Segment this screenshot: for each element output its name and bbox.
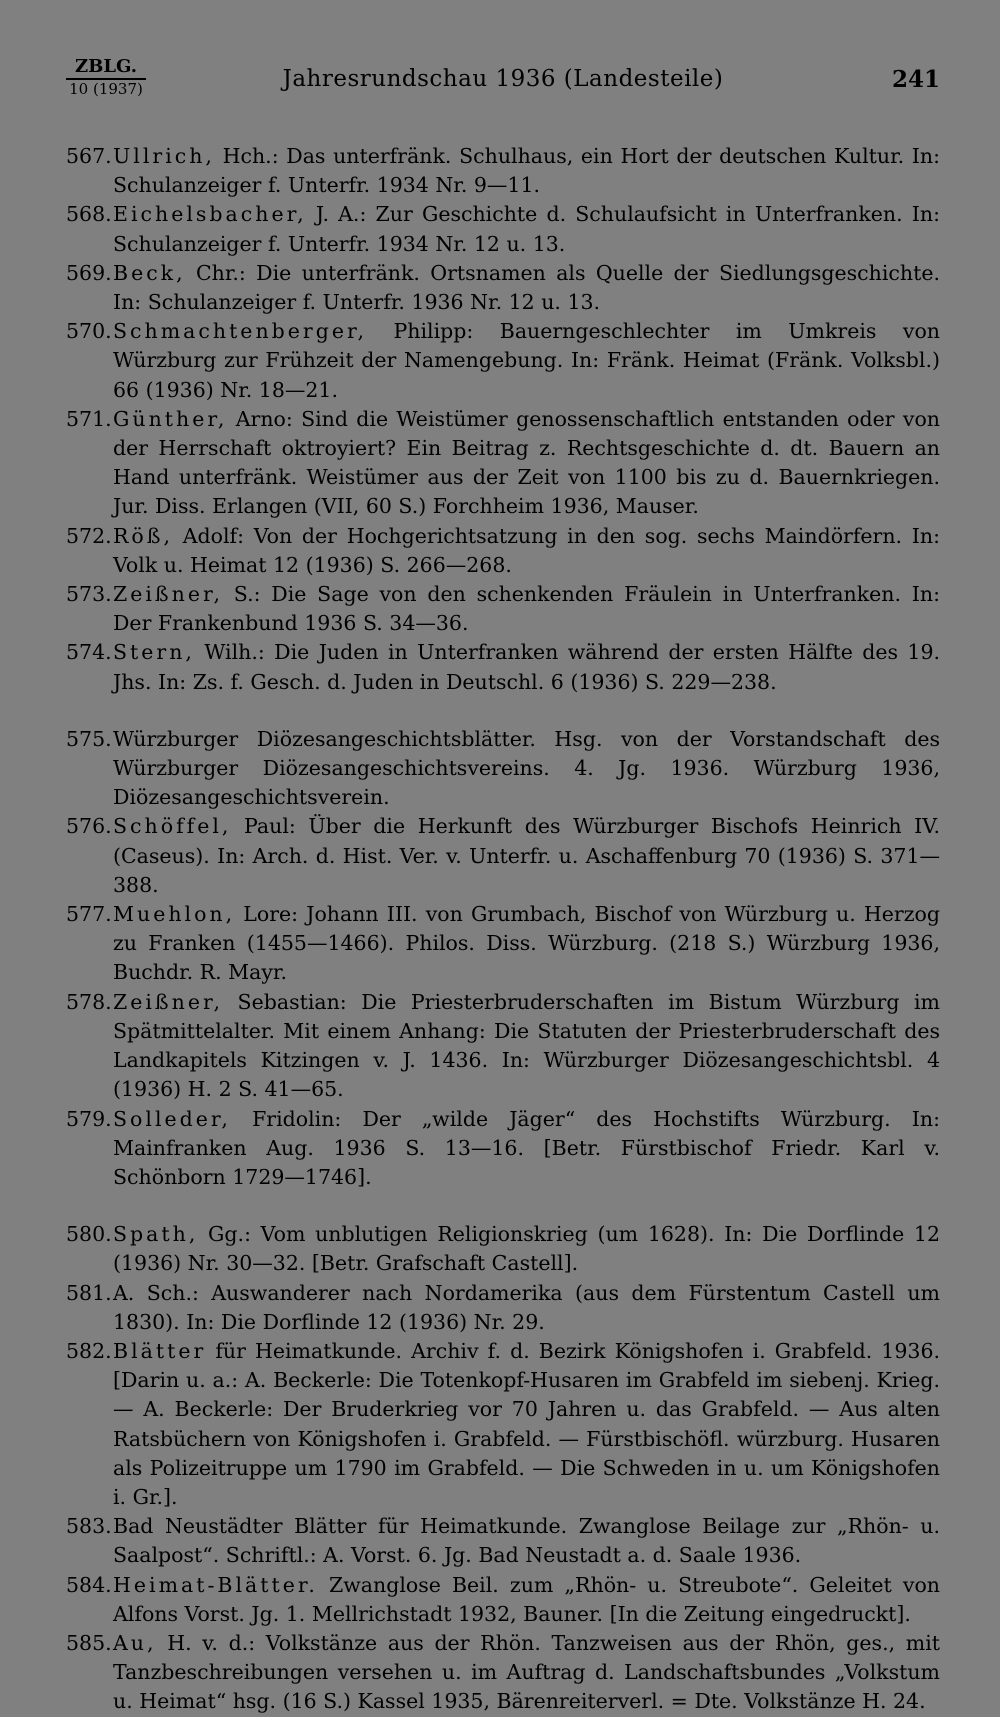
bibliography-entry [66,725,940,813]
bibliography-entry [66,142,940,200]
entry-number: 581. [66,1280,112,1305]
bibliography-entry [66,259,940,317]
entry-author: Zeißner, [113,989,224,1014]
entry-number: 573. [66,582,112,607]
entry-text: Würzburger Diözesangeschichtsblätter. Hsg. von der Vorstandschaft des Würzburger Diözesangeschichtsvereins. 4. Jg. 1936. Würzburg 1936, Diözesangeschichtsverein. [113,726,940,810]
entry-text: S.: Die Sage von den schenkenden Fräulein in Unterfranken. In: Der Frankenbund 1936 S. 34—36. [113,582,940,636]
entry-author: Au, [113,1630,157,1655]
entry-number: 568. [66,202,112,227]
entry-number: 582. [66,1338,112,1363]
bibliography-list [66,142,940,1717]
bibliography-entry [66,1571,940,1629]
bibliography-entry [66,638,940,696]
entry-number: 578. [66,989,112,1014]
bibliography-entry [66,1220,940,1278]
entry-number: 571. [66,406,112,431]
entry-text: Sebastian: Die Priesterbruderschaften im Bistum Würzburg im Spätmittelalter. Mit einem Anhang: Die Statuten der Priesterbruderschaft des Landkapitels Kitzingen v. J. 1436. In: Würzburger Diözesangeschichtsbl. 4 (1936) H. 2 S. 41—65. [113,989,940,1102]
page-header [66,58,940,104]
entry-author: Spath, [113,1222,199,1247]
bibliography-entry [66,1337,940,1512]
entry-author: Heimat-Blätter. [113,1572,318,1597]
entry-author: Schöffel, [113,814,232,839]
entry-text: J. A.: Zur Geschichte d. Schulaufsicht in Unterfranken. In: Schulanzeiger f. Unterfr. 1934 Nr. 12 u. 13. [113,202,940,256]
bibliography-entry [66,580,940,638]
entry-author: Röß, [113,523,173,548]
entry-author: Zeißner, [113,582,224,607]
entry-text: Paul: Über die Herkunft des Würzburger Bischofs Heinrich IV. (Caseus). In: Arch. d. Hist. Ver. v. Unterfr. u. Aschaffenburg 70 (1936) S. 371—388. [113,814,940,897]
running-title: Jahresrundschau 1936 (Landesteile) [282,66,724,92]
entry-text: Lore: Johann III. von Grumbach, Bischof von Würzburg u. Herzog zu Franken (1455—1466). Philos. Diss. Würzburg. (218 S.) Würzburg 1936, Buchdr. R. Mayr. [113,902,940,985]
entry-number: 574. [66,640,112,665]
entry-author: Eichelsbacher, [113,202,307,227]
entry-number: 583. [66,1514,112,1539]
entry-number: 584. [66,1572,112,1597]
entry-number: 580. [66,1222,112,1247]
journal-abbreviation: ZBLG. [66,58,146,80]
entry-author: Blätter [113,1338,207,1363]
entry-text: Bad Neustädter Blätter für Heimatkunde. Zwanglose Beilage zur „Rhön- u. Saalpost“. Schriftl.: A. Vorst. 6. Jg. Bad Neustadt a. d. Saale 1936. [113,1514,940,1568]
entry-number: 572. [66,523,112,548]
bibliography-entry [66,900,940,988]
bibliography-entry [66,200,940,258]
bibliography-entry [66,405,940,522]
entry-author: Ullrich, [113,144,215,168]
entry-text: Gg.: Vom unblutigen Religionskrieg (um 1628). In: Die Dorflinde 12 (1936) Nr. 30—32. [Betr. Grafschaft Castell]. [113,1222,940,1276]
entry-author: Muehlon, [113,902,236,927]
entry-number: 575. [66,726,112,751]
bibliography-entry [66,1629,940,1717]
entry-number: 570. [66,319,112,344]
journal-issue: 10 (1937) [69,80,143,98]
entry-number: 585. [66,1630,112,1655]
entry-author: Stern, [113,640,195,665]
entry-number: 569. [66,260,112,285]
entry-author: Beck, [113,260,186,285]
entry-text: Zwanglose Beil. zum „Rhön- u. Streubote“. Geleitet von Alfons Vorst. Jg. 1. Mellrichstadt 1932, Bauner. [In die Zeitung eingedruckt]. [113,1572,940,1626]
entry-author: Solleder, [113,1106,231,1131]
bibliography-entry [66,988,940,1105]
entry-author: Schmachtenberger, [113,319,368,344]
entry-text: Arno: Sind die Weistümer genossenschaftlich entstanden oder von der Herrschaft oktroyiert? Ein Beitrag z. Rechtsgeschichte d. dt. Bauern an Hand unterfränk. Weistümer aus der Zeit von 1100 bis zu d. Bauernkriegen. Jur. Diss. Erlangen (VII, 60 S.) Forchheim 1936, Mauser. [113,406,940,519]
entry-text: Hch.: Das unterfränk. Schulhaus, ein Hort der deutschen Kultur. In: Schulanzeiger f. Unterfr. 1934 Nr. 9—11. [113,144,940,198]
bibliography-entry [66,1279,940,1337]
entry-number: 567. [66,144,112,168]
entry-number: 576. [66,814,112,839]
entry-text: für Heimatkunde. Archiv f. d. Bezirk Königshofen i. Grabfeld. 1936. [Darin u. a.: A. Beckerle: Die Totenkopf-Husaren im Grabfeld im siebenj. Krieg. — A. Beckerle: Der Bruderkrieg vor 70 Jahren u. das Grabfeld. — Aus alten Ratsbüchern von Königshofen i. Grabfeld. — Fürstbischöfl. würzburg. Husaren als Polizeitruppe um 1790 im Grabfeld. — Die Schweden in u. um Königshofen i. Gr.]. [113,1338,940,1509]
entry-number: 579. [66,1106,112,1131]
entry-text: Fridolin: Der „wilde Jäger“ des Hochstifts Würzburg. In: Mainfranken Aug. 1936 S. 13—16. [Betr. Fürstbischof Friedr. Karl v. Schönborn 1729—1746]. [113,1106,940,1189]
bibliography-entry [66,317,940,405]
page-number: 241 [891,66,940,93]
entry-text: A. Sch.: Auswanderer nach Nordamerika (aus dem Fürstentum Castell um 1830). In: Die Dorflinde 12 (1936) Nr. 29. [113,1280,940,1334]
bibliography-entry [66,812,940,900]
entry-text: H. v. d.: Volkstänze aus der Rhön. Tanzweisen aus der Rhön, ges., mit Tanzbeschreibungen versehen u. im Auftrag d. Landschaftsbundes „Volkstum u. Heimat“ hsg. (16 S.) Kassel 1935, Bärenreiterverl. = Dte. Volkstänze H. 24. [113,1630,940,1714]
entry-text: Philipp: Bauerngeschlechter im Umkreis von Würzburg zur Frühzeit der Namengebung. In: Fränk. Heimat (Fränk. Volksbl.) 66 (1936) Nr. 18—21. [113,319,940,402]
entry-text: Adolf: Von der Hochgerichtsatzung in den sog. sechs Maindörfern. In: Volk u. Heimat 12 (1936) S. 266—268. [113,523,940,577]
bibliography-entry [66,522,940,580]
bibliography-entry [66,1512,940,1570]
bibliography-entry [66,1105,940,1193]
entry-author: Günther, [113,406,228,431]
entry-text: Chr.: Die unterfränk. Ortsnamen als Quelle der Siedlungsgeschichte. In: Schulanzeiger f. Unterfr. 1936 Nr. 12 u. 13. [113,260,940,315]
entry-number: 577. [66,902,112,927]
entry-text: Wilh.: Die Juden in Unterfranken während der ersten Hälfte des 19. Jhs. In: Zs. f. Gesch. d. Juden in Deutschl. 6 (1936) S. 229—238. [113,640,940,694]
